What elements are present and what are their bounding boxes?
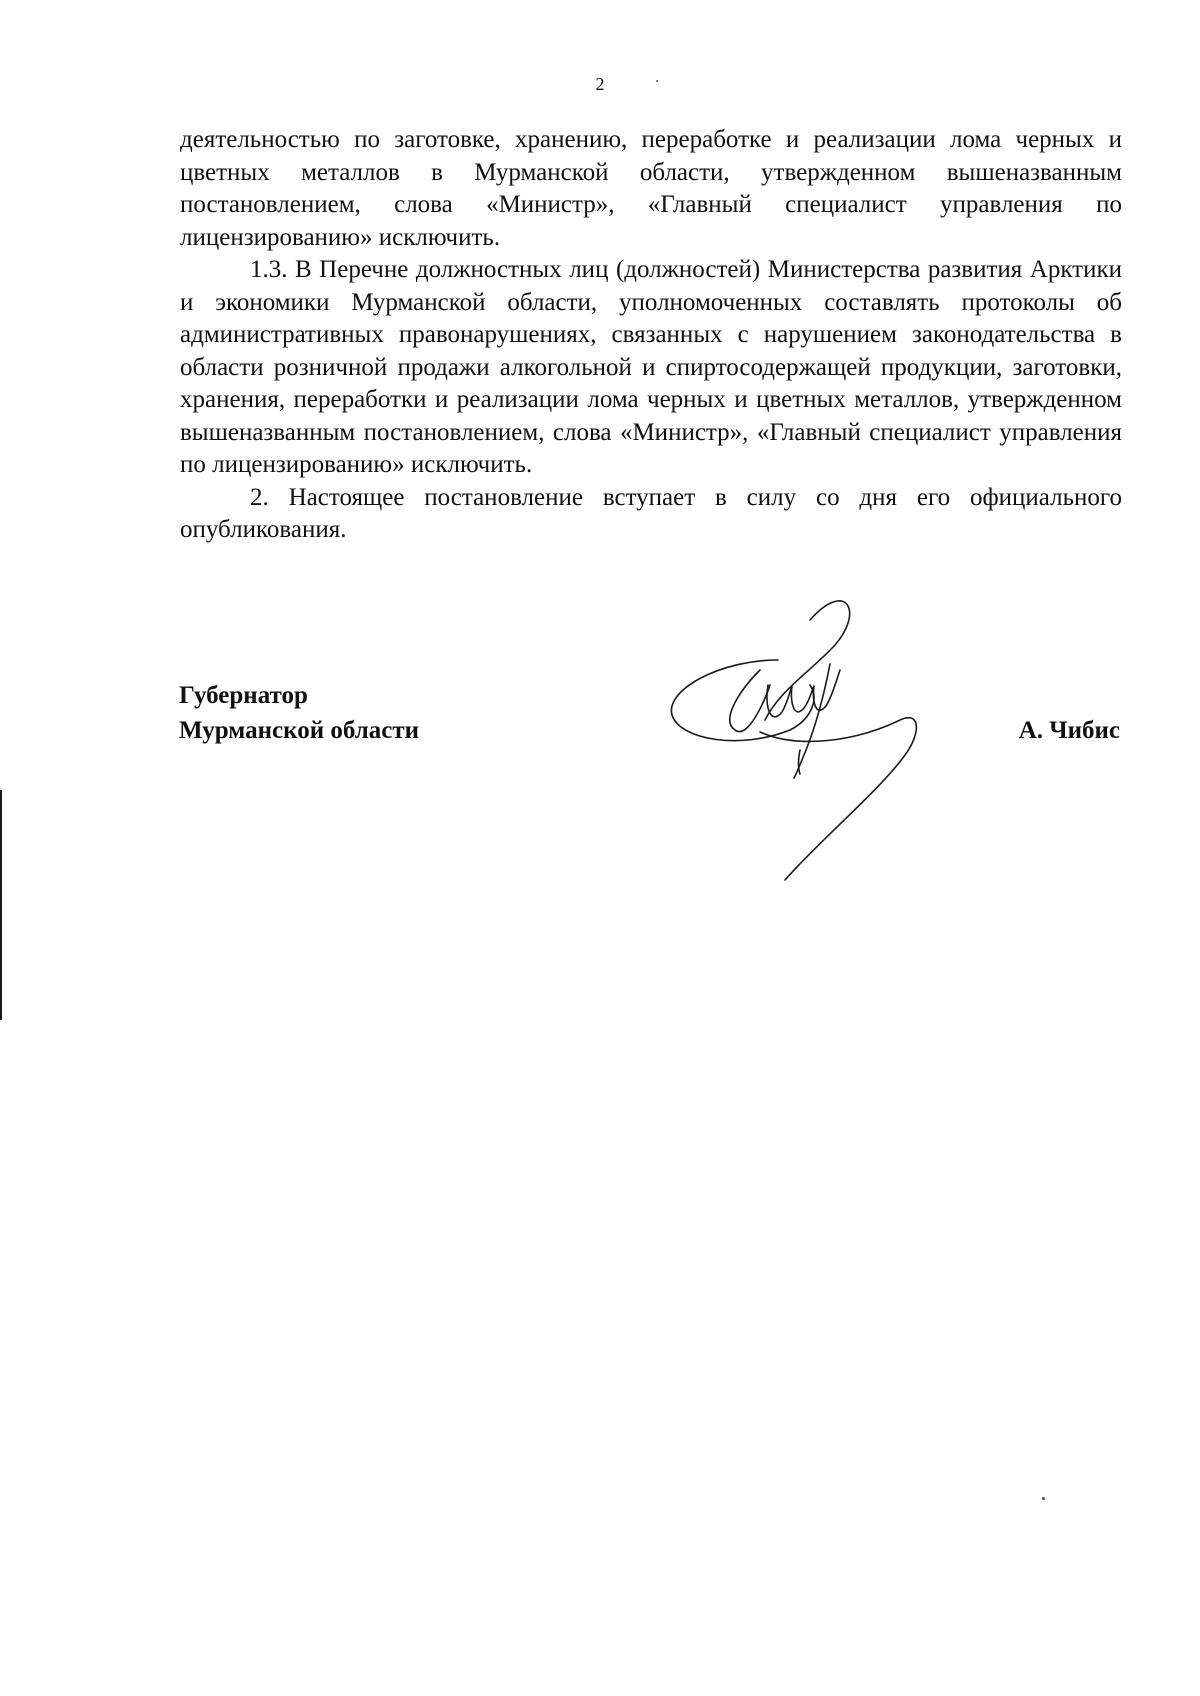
- paragraph-1-3: 1.3. В Перечне должностных лиц (должностей) Министерства развития Арктики и экономики Мурманской области, уполномоченных составлять протоколы об административных правонарушениях, связанных с нарушением законодательства в области розничной продажи алкогольной и спиртосодержащей продукции, заготовки, хранения, переработки и реализации лома черных и цветных металлов, утвержденном вышеназванным постановлением, слова «Министр», «Главный специалист управления по лицензированию» исключить.: [180, 256, 1122, 478]
- paragraph-continuation: деятельностью по заготовке, хранению, переработке и реализации лома черных и цветных металлов в Мурманской области, утвержденном вышеназванным постановлением, слова «Министр», «Главный специалист управления по лицензированию» исключить.: [180, 126, 1122, 251]
- scan-speck: [1042, 1497, 1045, 1500]
- signatory-title-line1: Губернатор: [179, 682, 308, 709]
- page-number: 2: [595, 74, 605, 94]
- document-body: [180, 124, 1122, 547]
- signatory-title-line2: Мурманской области: [179, 717, 420, 744]
- scan-edge-mark: [0, 790, 2, 1020]
- handwritten-signature: [660, 590, 950, 900]
- paragraph-2: 2. Настоящее постановление вступает в силу со дня его официального опубликования.: [180, 483, 1122, 543]
- scan-speck: [656, 80, 658, 82]
- signatory-title: [179, 678, 419, 748]
- signatory-name: А. Чибис: [1018, 717, 1120, 744]
